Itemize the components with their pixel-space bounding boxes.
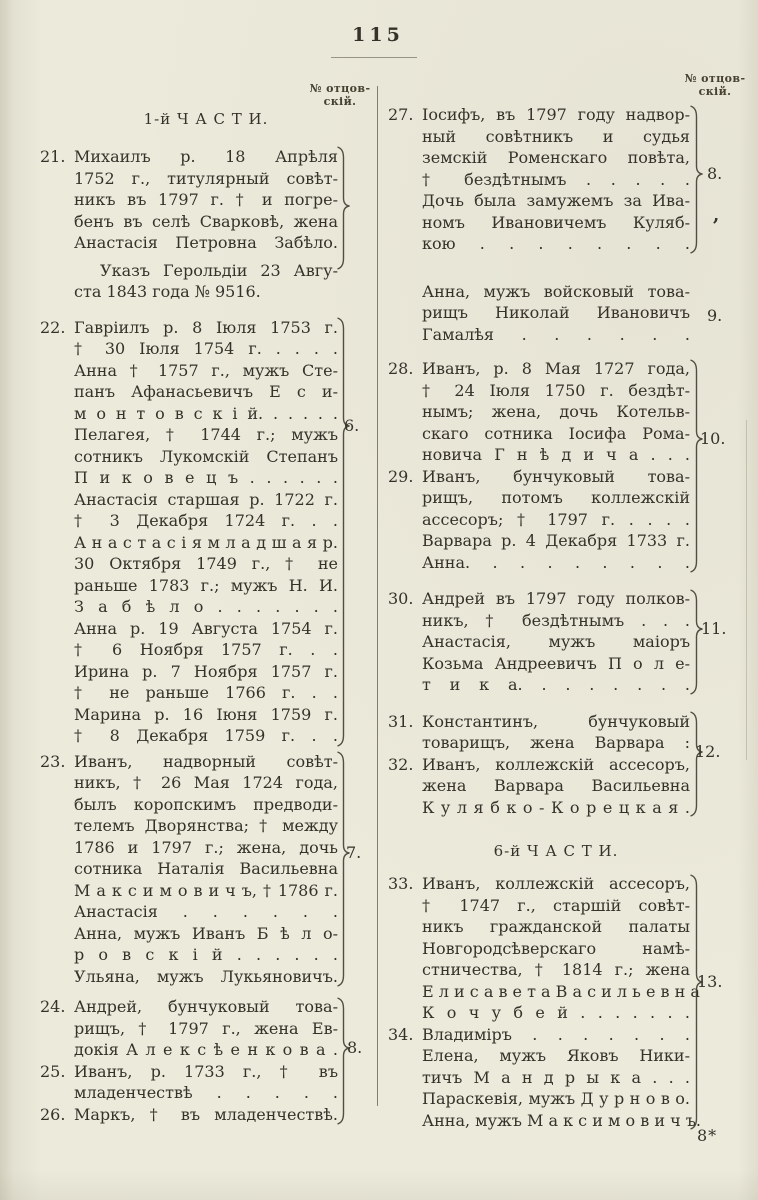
text-line: сотникъ Лукомскій Степанъ xyxy=(74,446,338,466)
brace-entry-22 xyxy=(336,317,352,747)
entry-25 xyxy=(40,1061,338,1104)
entry-27-anna-paragraph xyxy=(388,281,690,346)
text-line: Новгородсѣверскаго намѣ- xyxy=(422,938,690,958)
father-no-header-left-line1: № отцов- xyxy=(309,82,371,95)
text-line: Пелагея, † 1744 г.; мужъ xyxy=(74,425,338,444)
section-heading-part-6: 6-й Ч А С Т И. xyxy=(493,842,619,860)
text-line: ста 1843 года № 9516. xyxy=(74,282,261,301)
text-line: А н а с т а с і я м л а д ш а я р. xyxy=(74,532,338,552)
father-no-9: 9. xyxy=(707,306,723,325)
text-line: Анастасія Петровна Забѣло. xyxy=(74,233,338,252)
brace-entry-30 xyxy=(689,589,705,695)
text-line: новича Г н ѣ д и ч а . . . xyxy=(422,445,690,464)
entry-33-text xyxy=(422,873,700,1024)
text-line: Константинъ, бунчуковый xyxy=(422,711,690,731)
father-no-8-right: 8. xyxy=(707,164,723,183)
text-line: † 1747 г., старшій совѣт- xyxy=(422,895,690,915)
entry-27-text xyxy=(422,104,690,255)
text-line: Параскевія, мужъ Д у р н о в о. xyxy=(422,1089,690,1108)
text-line: рищъ, † 1797 г., жена Ев- xyxy=(74,1018,338,1038)
text-line: Анна, мужъ М а к с и м о в и ч ъ. xyxy=(422,1110,701,1130)
entry-26-text xyxy=(74,1104,338,1126)
right-column xyxy=(388,104,701,1131)
father-no-7: 7. xyxy=(346,843,362,862)
text-line: нымъ; жена, дочь Котельв- xyxy=(422,402,690,421)
text-line: никъ, † бездѣтнымъ . . . xyxy=(422,610,690,630)
father-no-header-left xyxy=(302,82,378,108)
entry-33-number: 33. xyxy=(388,874,414,893)
text-line: никъ гражданской палаты xyxy=(422,917,690,936)
text-line: Варвара р. 4 Декабря 1733 г. xyxy=(422,531,690,550)
text-line: р о в с к і й . . . . . . xyxy=(74,945,338,964)
left-column xyxy=(40,108,338,1125)
father-no-8-left: 8. xyxy=(347,1038,363,1057)
father-no-header-left-line2: скій. xyxy=(323,95,357,108)
entry-23 xyxy=(40,751,338,988)
text-line: раньше 1783 г.; мужъ Н. И. xyxy=(74,575,338,595)
entry-29-text xyxy=(422,466,690,574)
text-line: никъ въ 1797 г. † и погре- xyxy=(74,190,338,209)
entry-21-number: 21. xyxy=(40,147,66,166)
text-line: панъ Афанасьевичъ Е с и- xyxy=(74,382,338,401)
father-no-13: 13. xyxy=(697,972,723,991)
text-line: Марина р. 16 Іюня 1759 г. xyxy=(74,704,338,724)
entry-31-text xyxy=(422,711,690,754)
text-line: Владиміръ . . . . . . . xyxy=(422,1024,690,1044)
text-line: † не раньше 1766 г. . . xyxy=(74,683,338,702)
text-line: номъ Ивановичемъ Куляб- xyxy=(422,212,690,232)
text-line: сотника Наталія Васильевна xyxy=(74,859,338,878)
text-line: рищъ, потомъ коллежскій xyxy=(422,488,690,507)
entry-25-text xyxy=(74,1061,338,1104)
text-line: Иванъ, коллежскій ассесоръ, xyxy=(422,754,690,774)
entry-21-decree-note xyxy=(40,260,338,303)
text-line: 1752 г., титулярный совѣт- xyxy=(74,168,338,188)
text-line: Елена, мужъ Яковъ Ники- xyxy=(422,1046,690,1065)
text-line: стничества, † 1814 г.; жена xyxy=(422,960,690,979)
entry-30-text xyxy=(422,588,690,696)
entry-33 xyxy=(388,873,700,1024)
text-line: З а б ѣ л о . . . . . . . xyxy=(74,597,338,616)
text-line: товарищъ, жена Варвара : xyxy=(422,733,690,752)
text-line: † 24 Іюля 1750 г. бездѣт- xyxy=(422,380,690,400)
signature-mark: 8* xyxy=(697,1126,718,1145)
text-line: тичъ М а н д р ы к а . . . xyxy=(422,1067,690,1087)
text-line: Андрей, бунчуковый това- xyxy=(74,997,338,1016)
text-line: М а к с и м о в и ч ъ, † 1786 г. xyxy=(74,880,338,900)
father-no-10: 10. xyxy=(700,429,726,448)
text-line: Анна † 1757 г., мужъ Сте- xyxy=(74,360,338,380)
text-line: К у л я б к о - К о р е ц к а я . xyxy=(422,797,690,817)
entry-25-number: 25. xyxy=(40,1061,66,1081)
text-line: земскій Роменскаго повѣта, xyxy=(422,148,690,167)
entry-23-number: 23. xyxy=(40,751,66,771)
entry-22-text xyxy=(74,317,338,747)
page-edge-line xyxy=(746,420,747,760)
text-line: † 6 Ноября 1757 г. . . xyxy=(74,640,338,659)
entry-24-number: 24. xyxy=(40,997,66,1016)
entry-27-number: 27. xyxy=(388,105,414,124)
entry-27-anna-text xyxy=(422,281,690,346)
text-line: Маркъ, † въ младенчествѣ. xyxy=(74,1104,338,1124)
text-line: П и к о в е ц ъ . . . . . . xyxy=(74,468,338,487)
father-no-11: 11. xyxy=(701,619,727,638)
brace-entries-28-29 xyxy=(689,359,705,573)
entry-27 xyxy=(388,104,690,255)
entry-32-number: 32. xyxy=(388,754,414,774)
entry-26 xyxy=(40,1104,338,1126)
text-line: Козьма Андреевичъ П о л е- xyxy=(422,653,690,673)
brace-entries-33-34 xyxy=(689,874,705,1130)
text-line: кою . . . . . . . . xyxy=(422,234,690,253)
text-line: Анна, мужъ Иванъ Б ѣ л о- xyxy=(74,923,338,943)
entry-30-number: 30. xyxy=(388,589,414,608)
text-line: былъ коропскимъ предводи- xyxy=(74,794,338,814)
brace-entry-21 xyxy=(336,146,352,270)
column-divider-rule xyxy=(377,86,378,1106)
entry-23-text xyxy=(74,751,338,988)
brace-entry-27 xyxy=(689,105,705,254)
entry-28-text xyxy=(422,358,690,466)
entry-28-number: 28. xyxy=(388,359,414,378)
entry-32-text xyxy=(422,754,690,819)
text-line: Андрей въ 1797 году полков- xyxy=(422,589,690,608)
text-line: Е л и с а в е т а В а с и л ь е в н а xyxy=(422,981,700,1001)
text-line: докія А л е к с ѣ е н к о в а . xyxy=(74,1040,338,1059)
text-line: Анастасія . . . . . . xyxy=(74,902,338,921)
entry-24 xyxy=(40,996,338,1061)
text-line: ассесоръ; † 1797 г. . . . . xyxy=(422,509,690,529)
page-number: 115 xyxy=(352,24,404,46)
text-line: жена Варвара Васильевна xyxy=(422,776,690,795)
text-line: бенъ въ селѣ Сварковѣ, жена xyxy=(74,211,338,231)
entry-22 xyxy=(40,317,338,747)
brace-entries-31-32 xyxy=(689,711,705,817)
text-line: 1786 и 1797 г.; жена, дочь xyxy=(74,837,338,857)
text-line: Іосифъ, въ 1797 году надвор- xyxy=(422,105,690,124)
text-line: Ирина р. 7 Ноября 1757 г. xyxy=(74,661,338,681)
text-line: Анна, мужъ войсковый това- xyxy=(422,281,690,301)
text-line: т и к а. . . . . . . . xyxy=(422,675,690,694)
text-line: никъ, † 26 Мая 1724 года, xyxy=(74,773,338,792)
text-line: Анастасія старшая р. 1722 г. xyxy=(74,489,338,509)
page-number-underline xyxy=(331,57,417,58)
text-line: † 3 Декабря 1724 г. . . xyxy=(74,511,338,530)
father-no-header-right-line1: № отцов- xyxy=(684,72,746,85)
entry-28 xyxy=(388,358,690,466)
text-line: Указъ Герольдіи 23 Авгу- xyxy=(100,260,338,280)
entry-26-number: 26. xyxy=(40,1104,66,1124)
father-no-header-right-line2: скій. xyxy=(698,85,732,98)
text-line: телемъ Дворянства; † между xyxy=(74,816,338,835)
father-no-6: 6. xyxy=(344,416,360,435)
text-line: Дочь была замужемъ за Ива- xyxy=(422,191,690,210)
text-line: Иванъ, надворный совѣт- xyxy=(74,751,338,771)
entry-31-number: 31. xyxy=(388,711,414,731)
entry-32 xyxy=(388,754,690,819)
entry-31 xyxy=(388,711,690,754)
text-line: Анна. . . . . . . . . xyxy=(422,552,690,572)
entry-21-decree-text xyxy=(74,260,338,303)
text-line: Анна р. 19 Августа 1754 г. xyxy=(74,618,338,638)
entry-21 xyxy=(40,146,338,254)
entry-24-text xyxy=(74,996,338,1061)
text-line: Гамалѣя . . . . . . xyxy=(422,324,690,344)
father-no-ditto-mark: , xyxy=(713,205,720,226)
entry-34-text xyxy=(422,1024,701,1132)
entry-34-number: 34. xyxy=(388,1024,414,1044)
entry-22-number: 22. xyxy=(40,317,66,337)
text-line: Ульяна, мужъ Лукьяновичъ. xyxy=(74,966,338,986)
entry-21-text xyxy=(74,146,338,254)
text-line: К о ч у б е й . . . . . . . xyxy=(422,1003,690,1022)
text-line: † 8 Декабря 1759 г. . . xyxy=(74,726,338,745)
section-heading-part-1: 1-й Ч А С Т И. xyxy=(143,110,269,128)
brace-entry-23 xyxy=(336,751,352,987)
text-line: Михаилъ р. 18 Апрѣля xyxy=(74,147,338,166)
text-line: Иванъ, коллежскій ассесоръ, xyxy=(422,874,690,893)
text-line: Иванъ, бунчуковый това- xyxy=(422,466,690,486)
text-line: ный совѣтникъ и судья xyxy=(422,126,690,146)
text-line: 30 Октября 1749 г., † не xyxy=(74,554,338,573)
text-line: Иванъ, р. 1733 г., † въ xyxy=(74,1061,338,1081)
text-line: скаго сотника Іосифа Рома- xyxy=(422,423,690,443)
text-line: Гавріилъ р. 8 Іюля 1753 г. xyxy=(74,317,338,337)
entry-29-number: 29. xyxy=(388,466,414,486)
text-line: † 30 Іюля 1754 г. . . . . xyxy=(74,339,338,358)
text-line: † бездѣтнымъ . . . . . xyxy=(422,169,690,189)
text-line: рищъ Николай Ивановичъ xyxy=(422,303,690,322)
text-line: Анастасія, мужъ маіоръ xyxy=(422,632,690,651)
entry-34 xyxy=(388,1024,701,1132)
brace-entries-24-26 xyxy=(336,997,352,1125)
text-line: м о н т о в с к і й. . . . . . xyxy=(74,403,338,423)
entry-30 xyxy=(388,588,690,696)
text-line: младенчествѣ . . . . . xyxy=(74,1083,338,1102)
entry-29 xyxy=(388,466,690,574)
text-line: Иванъ, р. 8 Мая 1727 года, xyxy=(422,359,690,378)
father-no-header-right xyxy=(676,72,754,98)
father-no-12: 12. xyxy=(695,742,721,761)
